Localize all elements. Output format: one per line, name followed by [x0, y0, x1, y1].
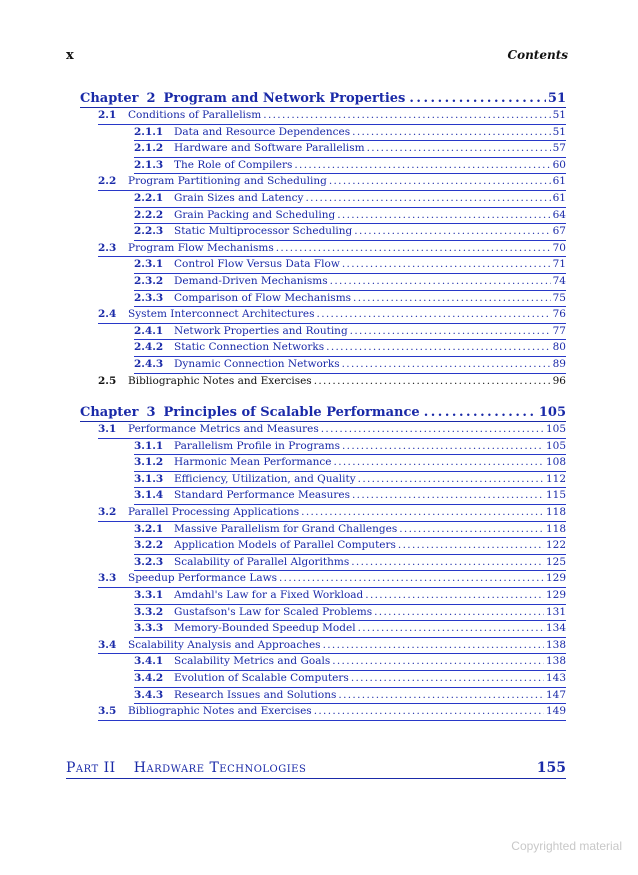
section-page-number: 149 — [545, 705, 566, 718]
subsection-entry-link[interactable] — [134, 671, 566, 688]
section-title: Scalability Analysis and Approaches — [128, 638, 321, 651]
subsection-page-number: 51 — [552, 125, 566, 138]
subsection-number: 2.1.3 — [134, 158, 164, 171]
subsection-page-number: 115 — [545, 489, 566, 502]
subsection-page-number: 60 — [552, 158, 566, 171]
subsection-page-number: 105 — [545, 439, 566, 452]
subsection-entry-link[interactable] — [134, 588, 566, 605]
subsection-title: Gustafson's Law for Scaled Problems — [174, 605, 373, 618]
section-title: Bibliographic Notes and Exercises — [128, 705, 312, 718]
subsection-title: Grain Packing and Scheduling — [174, 208, 336, 221]
subsection-number: 2.4.2 — [134, 341, 164, 354]
subsection-title: Massive Parallelism for Grand Challenges — [174, 522, 398, 535]
subsection-title: Scalability Metrics and Goals — [174, 655, 331, 668]
subsection-page-number: 67 — [552, 225, 566, 238]
chapter-heading — [80, 404, 422, 421]
subsection-entry-link[interactable] — [134, 125, 566, 142]
section-title: Speedup Performance Laws — [128, 572, 277, 585]
subsection-entry-link[interactable] — [134, 324, 566, 341]
subsection-title: Control Flow Versus Data Flow — [174, 258, 340, 271]
subsection-title: Dynamic Connection Networks — [174, 357, 340, 370]
subsection-number: 2.3.3 — [134, 291, 164, 304]
dot-leader — [342, 357, 551, 373]
part-title: Hardware Technologies — [133, 760, 307, 776]
subsection-page-number: 74 — [552, 274, 566, 287]
dot-leader — [332, 654, 544, 670]
subsection-title: Network Properties and Routing — [174, 324, 348, 337]
dot-leader — [334, 455, 544, 471]
subsection-title: Static Connection Networks — [174, 341, 325, 354]
subsection-title: Demand-Driven Mechanisms — [174, 274, 328, 287]
subsection-entry-link[interactable] — [134, 688, 566, 705]
dot-leader — [398, 538, 544, 554]
section-page-number: 105 — [545, 423, 566, 436]
dot-leader — [301, 505, 544, 521]
page-folio: x — [66, 48, 74, 63]
section-number: 2.1 — [98, 109, 117, 121]
subsection-title: Standard Performance Measures — [174, 489, 350, 502]
subsection-number: 2.1.1 — [134, 125, 164, 138]
subsection-entry-link[interactable] — [134, 340, 566, 357]
subsection-entry-link[interactable] — [134, 439, 566, 456]
dot-leader — [354, 224, 550, 240]
section-entry-link[interactable] — [98, 174, 566, 191]
copyright-watermark: Copyrighted material — [511, 839, 622, 853]
chapter-title: Program and Network Properties — [163, 91, 406, 106]
dot-leader — [409, 90, 546, 107]
section-page-number: 96 — [552, 374, 566, 387]
subsection-number: 3.3.1 — [134, 589, 164, 602]
subsection-title: The Role of Compilers — [174, 158, 293, 171]
running-title: Contents — [507, 48, 568, 62]
subsection-entry-link[interactable] — [134, 224, 566, 241]
subsection-number: 3.2.1 — [134, 522, 164, 535]
dot-leader — [337, 208, 550, 224]
chapter-number: 3 — [146, 405, 156, 421]
section-entry-link[interactable] — [98, 638, 566, 655]
dot-leader — [314, 374, 551, 390]
dot-leader — [314, 704, 544, 720]
section-number: 2.4 — [98, 308, 117, 321]
section-entry-link[interactable] — [98, 422, 566, 439]
subsection-entry-link[interactable] — [134, 538, 566, 555]
page-header — [66, 48, 568, 64]
dot-leader — [326, 340, 550, 356]
section-title: Conditions of Parallelism — [128, 109, 262, 121]
subsection-entry-link[interactable] — [134, 605, 566, 622]
chapter-entry-link[interactable] — [80, 404, 566, 422]
subsection-page-number: 89 — [552, 357, 566, 370]
section-number: 3.4 — [98, 638, 117, 651]
subsection-number: 2.2.2 — [134, 208, 164, 221]
subsection-entry-link[interactable] — [134, 555, 566, 572]
subsection-entry-link[interactable] — [134, 357, 566, 374]
subsection-page-number: 118 — [545, 522, 566, 535]
dot-leader — [351, 671, 544, 687]
subsection-title: Evolution of Scalable Computers — [174, 672, 349, 684]
section-number: 3.2 — [98, 506, 117, 519]
dot-leader — [365, 588, 544, 604]
subsection-page-number: 129 — [545, 589, 566, 602]
dot-leader — [374, 605, 544, 621]
dot-leader — [399, 522, 544, 538]
subsection-entry-link[interactable] — [134, 191, 566, 208]
subsection-number: 3.1.3 — [134, 472, 164, 485]
section-title: Program Flow Mechanisms — [128, 241, 274, 254]
section-page-number: 138 — [545, 638, 566, 651]
section-title: Program Partitioning and Scheduling — [128, 175, 327, 188]
dot-leader — [330, 274, 551, 290]
dot-leader — [305, 191, 550, 207]
dot-leader — [276, 241, 551, 257]
subsection-number: 3.1.4 — [134, 489, 164, 502]
section-entry-link[interactable] — [98, 307, 566, 324]
subsection-title: Grain Sizes and Latency — [174, 191, 304, 204]
dot-leader — [352, 125, 550, 141]
subsection-entry-link[interactable] — [134, 621, 566, 638]
dot-leader — [367, 141, 551, 157]
chapter-label: Chapter — [80, 405, 139, 421]
section-number: 2.2 — [98, 175, 117, 188]
subsection-title: Efficiency, Utilization, and Quality — [174, 472, 356, 485]
dot-leader — [338, 688, 544, 704]
section-number: 3.5 — [98, 705, 117, 718]
part-number: Part II — [66, 760, 116, 776]
subsection-title: Data and Resource Dependences — [174, 125, 351, 138]
dot-leader — [351, 555, 544, 571]
dot-leader — [342, 439, 544, 455]
subsection-page-number: 75 — [552, 291, 566, 304]
subsection-page-number: 125 — [545, 555, 566, 568]
section-entry-link[interactable] — [98, 505, 566, 522]
part-page-number: 155 — [536, 760, 566, 776]
section-page-number: 61 — [552, 175, 566, 188]
subsection-number: 3.3.2 — [134, 605, 164, 618]
subsection-title: Parallelism Profile in Programs — [174, 439, 340, 452]
subsection-title: Static Multiprocessor Scheduling — [174, 225, 353, 238]
table-of-contents — [80, 90, 566, 721]
subsection-number: 2.3.2 — [134, 274, 164, 287]
chapter-spacer — [80, 390, 566, 404]
subsection-number: 3.4.3 — [134, 688, 164, 701]
subsection-number: 2.3.1 — [134, 258, 164, 271]
subsection-entry-link[interactable] — [134, 455, 566, 472]
subsection-entry-link[interactable] — [134, 257, 566, 274]
subsection-entry-link[interactable] — [134, 141, 566, 158]
subsection-entry-link[interactable] — [134, 158, 566, 175]
subsection-page-number: 71 — [552, 258, 566, 271]
subsection-number: 2.2.3 — [134, 225, 164, 238]
dot-leader — [294, 158, 550, 174]
subsection-title: Amdahl's Law for a Fixed Workload — [174, 589, 364, 602]
subsection-page-number: 134 — [545, 622, 566, 635]
section-title: System Interconnect Architectures — [128, 308, 315, 321]
part-label — [66, 760, 306, 776]
section-page-number: 129 — [545, 572, 566, 585]
subsection-entry-link[interactable] — [134, 274, 566, 291]
subsection-entry-link[interactable] — [134, 208, 566, 225]
subsection-entry-link[interactable] — [134, 488, 566, 505]
subsection-page-number: 61 — [552, 191, 566, 204]
dot-leader — [353, 291, 551, 307]
dot-leader — [342, 257, 551, 273]
section-entry-link[interactable] — [98, 704, 566, 721]
subsection-title: Harmonic Mean Performance — [174, 456, 332, 469]
subsection-entry-link[interactable] — [134, 522, 566, 539]
dot-leader — [352, 488, 544, 504]
dot-leader — [329, 174, 551, 190]
section-number: 3.3 — [98, 572, 117, 585]
subsection-page-number: 147 — [545, 688, 566, 701]
subsection-page-number: 122 — [545, 539, 566, 552]
section-number: 2.5 — [98, 374, 117, 387]
subsection-page-number: 143 — [545, 672, 566, 684]
chapter-number: 2 — [146, 91, 156, 106]
dot-leader — [323, 638, 544, 654]
chapter-label: Chapter — [80, 91, 139, 106]
subsection-page-number: 80 — [552, 341, 566, 354]
subsection-title: Memory-Bounded Speedup Model — [174, 622, 356, 635]
subsection-number: 3.1.2 — [134, 456, 164, 469]
dot-leader — [263, 108, 550, 124]
dot-leader — [321, 422, 544, 438]
section-entry — [98, 374, 566, 391]
subsection-number: 3.4.2 — [134, 672, 164, 684]
subsection-entry-link[interactable] — [134, 291, 566, 308]
section-entry-link[interactable] — [98, 571, 566, 588]
subsection-page-number: 57 — [552, 142, 566, 155]
subsection-entry-link[interactable] — [134, 654, 566, 671]
subsection-number: 2.2.1 — [134, 191, 164, 204]
section-page-number: 51 — [552, 109, 566, 121]
subsection-number: 3.2.3 — [134, 555, 164, 568]
section-number: 3.1 — [98, 423, 117, 436]
subsection-number: 3.4.1 — [134, 655, 164, 668]
subsection-page-number: 112 — [545, 472, 566, 485]
chapter-heading — [80, 90, 407, 107]
chapter-entry-link[interactable] — [80, 90, 566, 108]
chapter-page-number: 105 — [538, 405, 566, 421]
chapter-page-number: 51 — [547, 91, 566, 106]
section-title: Performance Metrics and Measures — [128, 423, 319, 436]
part-entry-link[interactable] — [66, 760, 566, 779]
subsection-number: 2.4.1 — [134, 324, 164, 337]
dot-leader — [350, 324, 551, 340]
subsection-title: Research Issues and Solutions — [174, 688, 337, 701]
subsection-page-number: 138 — [545, 655, 566, 668]
subsection-number: 3.3.3 — [134, 622, 164, 635]
dot-leader — [424, 404, 537, 421]
subsection-number: 2.4.3 — [134, 357, 164, 370]
section-page-number: 70 — [552, 241, 566, 254]
subsection-page-number: 131 — [545, 605, 566, 618]
dot-leader — [317, 307, 551, 323]
subsection-number: 2.1.2 — [134, 142, 164, 155]
chapter-title: Principles of Scalable Performance — [163, 405, 420, 421]
subsection-title: Comparison of Flow Mechanisms — [174, 291, 352, 304]
subsection-title: Hardware and Software Parallelism — [174, 142, 365, 155]
subsection-title: Application Models of Parallel Computers — [174, 539, 396, 552]
subsection-page-number: 108 — [545, 456, 566, 469]
subsection-number: 3.2.2 — [134, 539, 164, 552]
dot-leader — [358, 472, 544, 488]
subsection-page-number: 64 — [552, 208, 566, 221]
subsection-title: Scalability of Parallel Algorithms — [174, 555, 350, 568]
section-page-number: 76 — [552, 308, 566, 321]
section-entry-link[interactable] — [98, 108, 566, 125]
subsection-page-number: 77 — [552, 324, 566, 337]
section-entry-link[interactable] — [98, 241, 566, 258]
subsection-entry-link[interactable] — [134, 472, 566, 489]
section-page-number: 118 — [545, 506, 566, 519]
dot-leader — [358, 621, 544, 637]
section-title: Parallel Processing Applications — [128, 506, 300, 519]
section-number: 2.3 — [98, 241, 117, 254]
section-title: Bibliographic Notes and Exercises — [128, 374, 312, 387]
subsection-number: 3.1.1 — [134, 439, 164, 452]
dot-leader — [279, 571, 544, 587]
